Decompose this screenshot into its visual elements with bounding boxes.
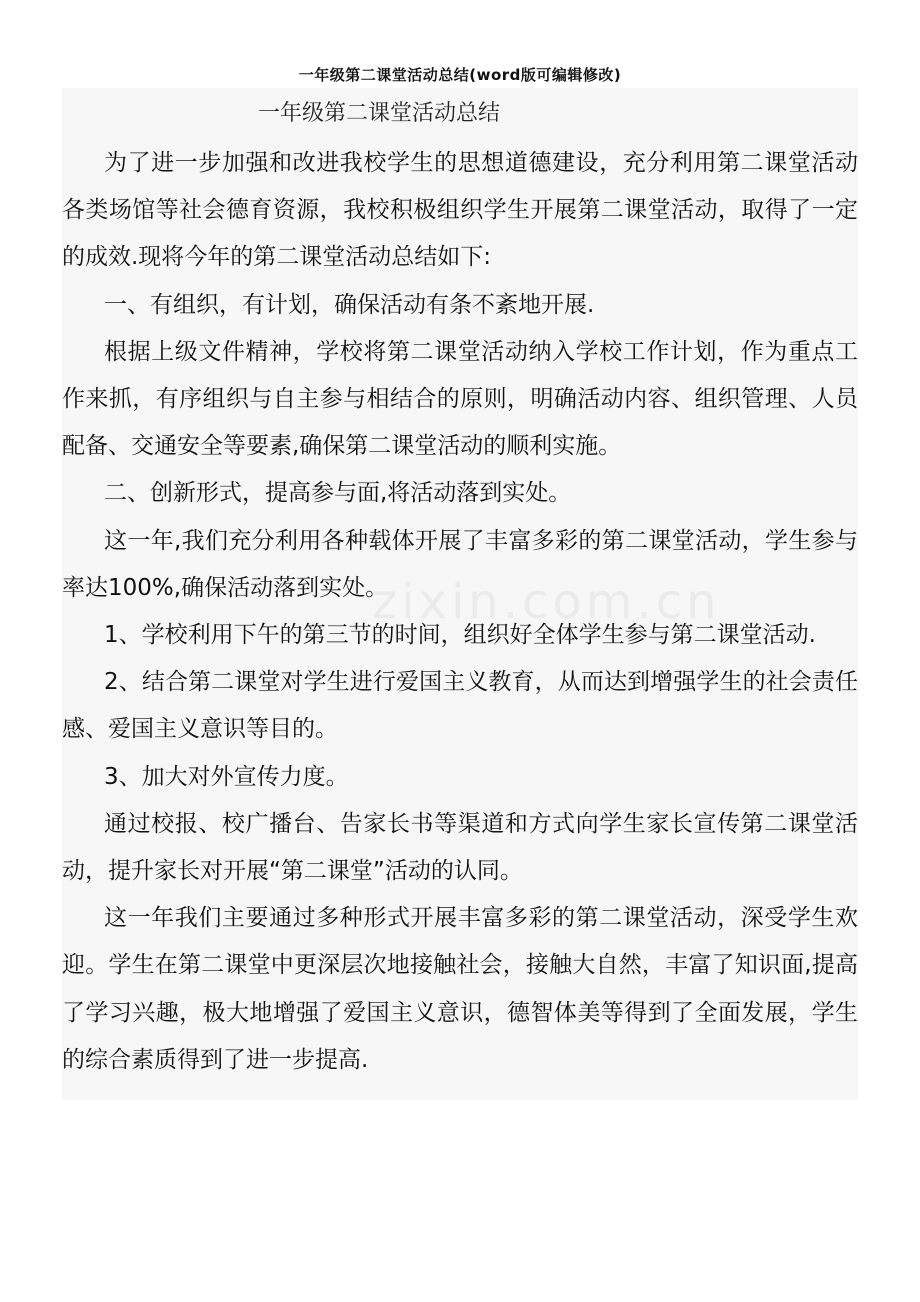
paragraph-item-3-body: 通过校报、校广播台、告家长书等渠道和方式向学生家长宣传第二课堂活动，提升家长对开展“第二课堂”活动的认同。 <box>62 810 858 885</box>
paragraph-section-1-body: 根据上级文件精神，学校将第二课堂活动纳入学校工作计划，作为重点工作来抓，有序组织与自主参与相结合的原则，明确活动内容、组织管理、人员配备、交通安全等要素,确保第二课堂活动的顺利实施。 <box>62 338 858 460</box>
paragraph-conclusion: 这一年我们主要通过多种形式开展丰富多彩的第二课堂活动，深受学生欢迎。学生在第二课堂中更深层次地接触社会，接触大自然，丰富了知识面,提高了学习兴趣，极大地增强了爱国主义意识，德智体美等得到了全面发展，学生的综合素质得到了进一步提高. <box>62 905 858 1073</box>
paragraph-section-2-heading: 二、创新形式，提高参与面,将活动落到实处。 <box>104 480 572 507</box>
page-header: 一年级第二课堂活动总结(word版可编辑修改) <box>298 66 622 84</box>
paragraph-item-1: 1、学校利用下午的第三节的时间，组织好全体学生参与第二课堂活动. <box>104 622 816 649</box>
paragraph-item-3: 3、加大对外宣传力度。 <box>104 763 349 790</box>
watermark: zixin.com.cn <box>372 574 721 630</box>
paragraph-item-2: 2、结合第二课堂对学生进行爱国主义教育，从而达到增强学生的社会责任感、爱国主义意识等目的。 <box>62 669 858 743</box>
paragraph-section-2-body: 这一年,我们充分利用各种载体开展了丰富多彩的第二课堂活动，学生参与率达100%,确保活动落到实处。 <box>62 527 858 601</box>
paragraph-section-1-heading: 一、有组织，有计划，确保活动有条不紊地开展. <box>104 291 595 318</box>
paragraph-intro: 为了进一步加强和改进我校学生的思想道德建设，充分利用第二课堂活动各类场馆等社会德育资源，我校积极组织学生开展第二课堂活动，取得了一定的成效.现将今年的第二课堂活动总结如下: <box>62 150 858 271</box>
document-title: 一年级第二课堂活动总结 <box>258 101 501 126</box>
